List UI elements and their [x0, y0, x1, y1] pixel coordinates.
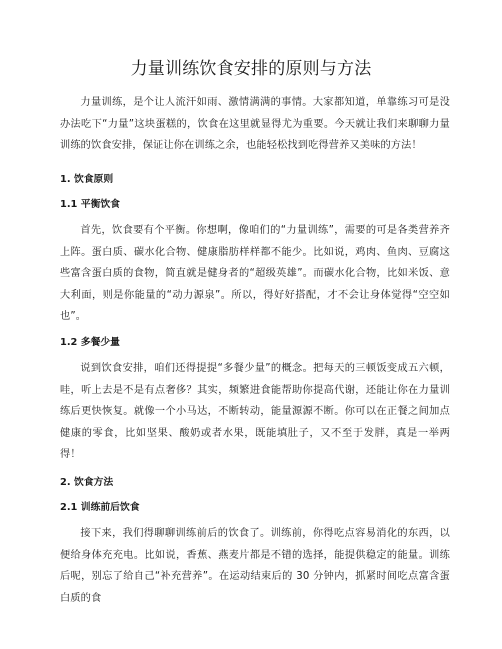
subsection-heading-pre-post-training: 2.1 训练前后饮食 — [60, 502, 140, 513]
intro-paragraph: 力量训练，是个让人流汗如雨、激情满满的事情。大家都知道，单靠练习可是没办法吃下“力量”这块蛋糕的，饮食在这里就显得尤为重要。今天就让我们来聊聊力量训练的饮食安排，保证让你在训练之余，也能轻松找到吃得营养又美味的方法！ — [60, 97, 450, 152]
section-heading-diet-methods: 2. 饮食方法 — [60, 477, 114, 488]
subsection-heading-small-frequent-meals: 1.2 多餐少量 — [60, 337, 120, 348]
section-heading-diet-principles: 1. 饮食原则 — [60, 174, 114, 185]
document-title: 力量训练饮食安排的原则与方法 — [130, 59, 372, 79]
subsection-heading-balanced-diet: 1.1 平衡饮食 — [60, 199, 120, 210]
small-frequent-meals-paragraph: 说到饮食安排，咱们还得提提“多餐少量”的概念。把每天的三顿饭变成五六顿，哇，听上去是不是有点奢侈？其实，频繁进食能帮助你提高代谢，还能让你在力量训练后更快恢复。就像一个小马达，不断转动，能量源源不断。你可以在正餐之间加点健康的零食，比如坚果、酸奶或者水果，既能填肚子，又不至于发胖，真是一举两得！ — [60, 363, 450, 461]
balanced-diet-paragraph: 首先，饮食要有个平衡。你想啊，像咱们的“力量训练”，需要的可是各类营养齐上阵。蛋白质、碳水化合物、健康脂肪样样都不能少。比如说，鸡肉、鱼肉、豆腐这些富含蛋白质的食物，简直就是健身者的“超级英雄”。而碳水化合物，比如米饭、意大利面，则是你能量的“动力源泉”。所以，得好好搭配，才不会让身体觉得“空空如也”。 — [60, 225, 450, 323]
pre-post-training-paragraph: 接下来，我们得聊聊训练前后的饮食了。训练前，你得吃点容易消化的东西，以便给身体充充电。比如说，香蕉、燕麦片都是不错的选择，能提供稳定的能量。训练后呢，别忘了给自己“补充营养”。在运动结束后的 30 分钟内，抓紧时间吃点富含蛋白质的食 — [60, 528, 450, 604]
